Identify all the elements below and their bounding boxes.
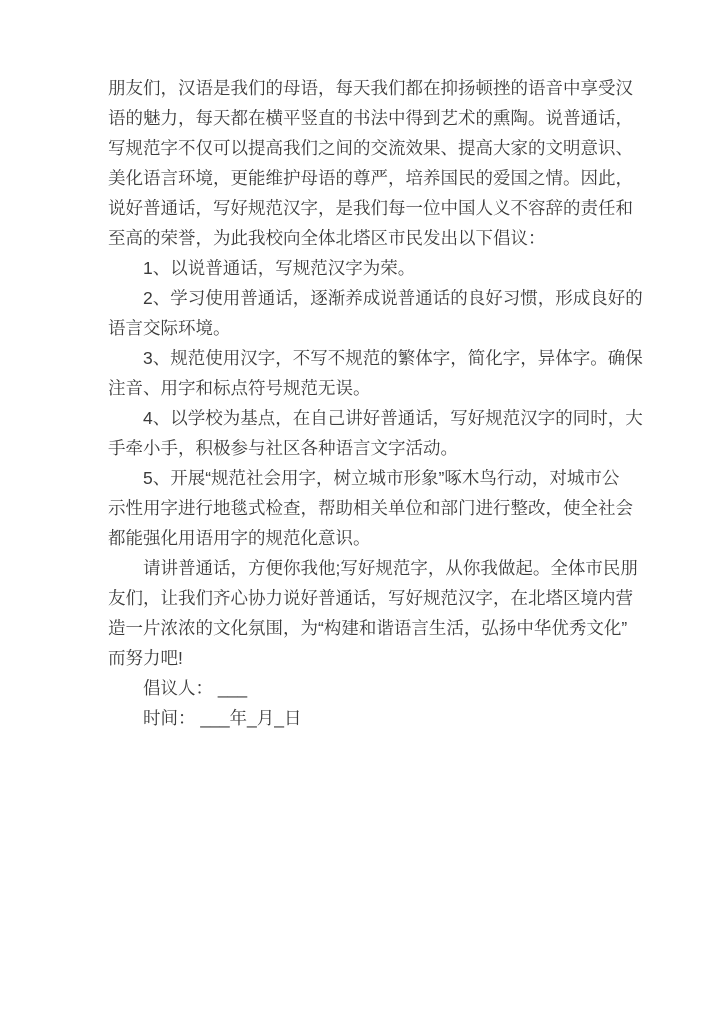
- document-line: 至高的荣誉，为此我校向全体北塔区市民发出以下倡议：: [108, 228, 546, 248]
- list-item-5: 5、开展“规范社会用字，树立城市形象”啄木鸟行动，对城市公: [143, 468, 620, 488]
- document-line: 手牵小手，积极参与社区各种语言文字活动。: [108, 438, 458, 458]
- document-line: 写规范字不仅可以提高我们之间的交流效果、提高大家的文明意识、: [108, 138, 633, 158]
- list-item-3: 3、规范使用汉字，不写不规范的繁体字，简化字，异体字。确保: [143, 348, 643, 368]
- document-line: 说好普通话，写好规范汉字，是我们每一位中国人义不容辞的责任和: [108, 198, 633, 218]
- proposer-signature-line: 倡议人： ___: [143, 678, 248, 698]
- list-item-1: 1、以说普通话，写规范汉字为荣。: [143, 258, 416, 278]
- document-line: 注音、用字和标点符号规范无误。: [108, 378, 371, 398]
- document-line: 都能强化用语用字的规范化意识。: [108, 528, 371, 548]
- list-item-2: 2、学习使用普通话，逐渐养成说普通话的良好习惯，形成良好的: [143, 288, 643, 308]
- date-line: 时间： ___年_月_日: [143, 708, 302, 728]
- document-line: 友们，让我们齐心协力说好普通话，写好规范汉字，在北塔区境内营: [108, 588, 633, 608]
- document-line: 造一片浓浓的文化氛围，为“构建和谐语言生活，弘扬中华优秀文化”: [108, 618, 628, 638]
- document-line: 示性用字进行地毯式检查，帮助相关单位和部门进行整改，使全社会: [108, 498, 633, 518]
- document-line: 语言交际环境。: [108, 318, 231, 338]
- document-line: 美化语言环境，更能维护母语的尊严，培养国民的爱国之情。因此，: [108, 168, 633, 188]
- document-line: 朋友们，汉语是我们的母语，每天我们都在抑扬顿挫的语音中享受汉: [108, 78, 633, 98]
- document-body: [108, 73, 643, 733]
- list-item-4: 4、以学校为基点，在自己讲好普通话，写好规范汉字的同时，大: [143, 408, 643, 428]
- closing-paragraph-line: 请讲普通话，方便你我他;写好规范字，从你我做起。全体市民朋: [143, 558, 638, 578]
- document-line: 而努力吧!: [108, 648, 183, 668]
- document-line: 语的魅力，每天都在横平竖直的书法中得到艺术的熏陶。说普通话，: [108, 108, 633, 128]
